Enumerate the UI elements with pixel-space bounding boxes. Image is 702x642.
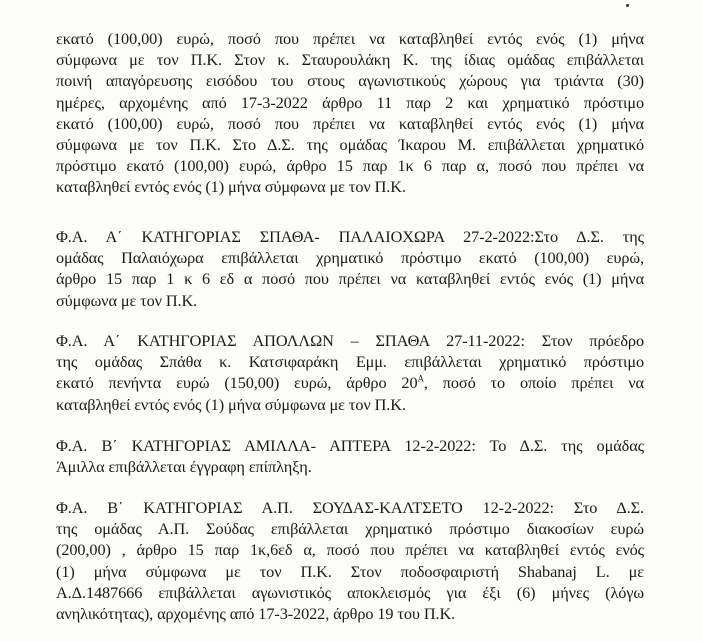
scan-dot [626, 4, 629, 7]
text-line: της ομάδας Α.Π. Σούδας επιβάλλεται χρηματικό πρόστιμο διακοσίων ευρώ [56, 519, 644, 539]
paragraph-4 [56, 435, 644, 477]
text-segment: εκατό πενήντα ευρώ (150,00) ευρώ, άρθρο 20 [56, 373, 418, 393]
text-line: Α.Δ.1487666 επιβάλλεται αγωνιστικός αποκλεισμός για έξι (6) μήνες (λόγω [56, 582, 644, 602]
paragraph-3 [56, 330, 644, 415]
text-line: ποινή απαγόρευσης εισόδου του στους αγωνιστικούς χώρους για τριάντα (30) [56, 71, 644, 91]
text-line: Φ.Α. Β΄ ΚΑΤΗΓΟΡΙΑΣ ΑΜΙΛΛΑ- ΑΠΤΕΡΑ 12-2-2022: Το Δ.Σ. της ομάδας [56, 436, 644, 455]
superscript: Α [417, 373, 424, 384]
text-line: σύμφωνα με τον Π.Κ. Στο Δ.Σ. της ομάδας Ίκαρου Μ. επιβάλλεται χρηματικό [56, 135, 644, 155]
text-line: σύμφωνα με τον Π.Κ. Στον κ. Σταυρουλάκη Κ. της ίδιας ομάδας επιβάλλεται [56, 50, 644, 70]
text-line: Φ.Α. Α΄ ΚΑΤΗΓΟΡΙΑΣ ΑΠΟΛΛΩΝ – ΣΠΑΘΑ 27-11-2022: Στον πρόεδρο [56, 331, 644, 350]
paragraph-2 [56, 226, 644, 311]
paragraph-5 [56, 497, 644, 624]
text-line: (200,00) , άρθρο 15 παρ 1κ,6εδ α, ποσό που πρέπει να καταβληθεί εντός ενός [56, 540, 644, 560]
text-line: εκατό (100,00) ευρώ, ποσό που πρέπει να καταβληθεί εντός ενός (1) μήνα [56, 113, 644, 133]
text-line: της ομάδας Σπάθα κ. Κατσιφαράκη Εμμ. επιβάλλεται χρηματικό πρόστιμο [56, 352, 644, 372]
text-line-with-superscript [56, 372, 644, 393]
text-line: (1) μήνα σύμφωνα με τον Π.Κ. Στον ποδοσφαιριστή Shabanaj L. με [56, 561, 644, 581]
text-line: άρθρο 15 παρ 1 κ 6 εδ α ποσό που πρέπει να καταβληθεί εντός ενός (1) μήνα [56, 269, 644, 289]
text-line: πρόστιμο εκατό (100,00) ευρώ, άρθρο 15 παρ 1κ 6 παρ α, ποσό που πρέπει να [56, 156, 644, 176]
text-line: σύμφωνα με τον Π.Κ. [56, 290, 198, 310]
text-line: Φ.Α. Β΄ ΚΑΤΗΓΟΡΙΑΣ Α.Π. ΣΟΥΔΑΣ-ΚΑΛΤΣΕΤΟ 12-2-2022: Στο Δ.Σ. [56, 498, 644, 517]
text-line: εκατό (100,00) ευρώ, ποσό που πρέπει να καταβληθεί εντός ενός (1) μήνα [56, 29, 644, 48]
paragraph-1 [56, 28, 644, 198]
text-line: ανηλικότητας), αρχομένης από 17-3-2022, άρθρο 19 του Π.Κ. [56, 604, 456, 624]
text-segment: , ποσό το οποίο πρέπει να [423, 373, 644, 393]
text-line: Φ.Α. Α΄ ΚΑΤΗΓΟΡΙΑΣ ΣΠΑΘΑ- ΠΑΛΑΙΟΧΩΡΑ 27-2-2022:Στο Δ.Σ. της [56, 227, 644, 246]
text-line: Άμιλλα επιβάλλεται έγγραφη επίπληξη. [56, 457, 312, 477]
text-line: καταβληθεί εντός ενός (1) μήνα σύμφωνα με τον Π.Κ. [56, 177, 406, 197]
text-line: ομάδας Παλαιόχωρα επιβάλλεται χρηματικό πρόστιμο εκατό (100,00) ευρώ, [56, 248, 644, 268]
text-line: ημέρες, αρχομένης από 17-3-2022 άρθρο 11 παρ 2 και χρηματικό πρόστιμο [56, 92, 644, 112]
text-line: καταβληθεί εντός ενός (1) μήνα σύμφωνα με τον Π.Κ. [56, 394, 406, 414]
